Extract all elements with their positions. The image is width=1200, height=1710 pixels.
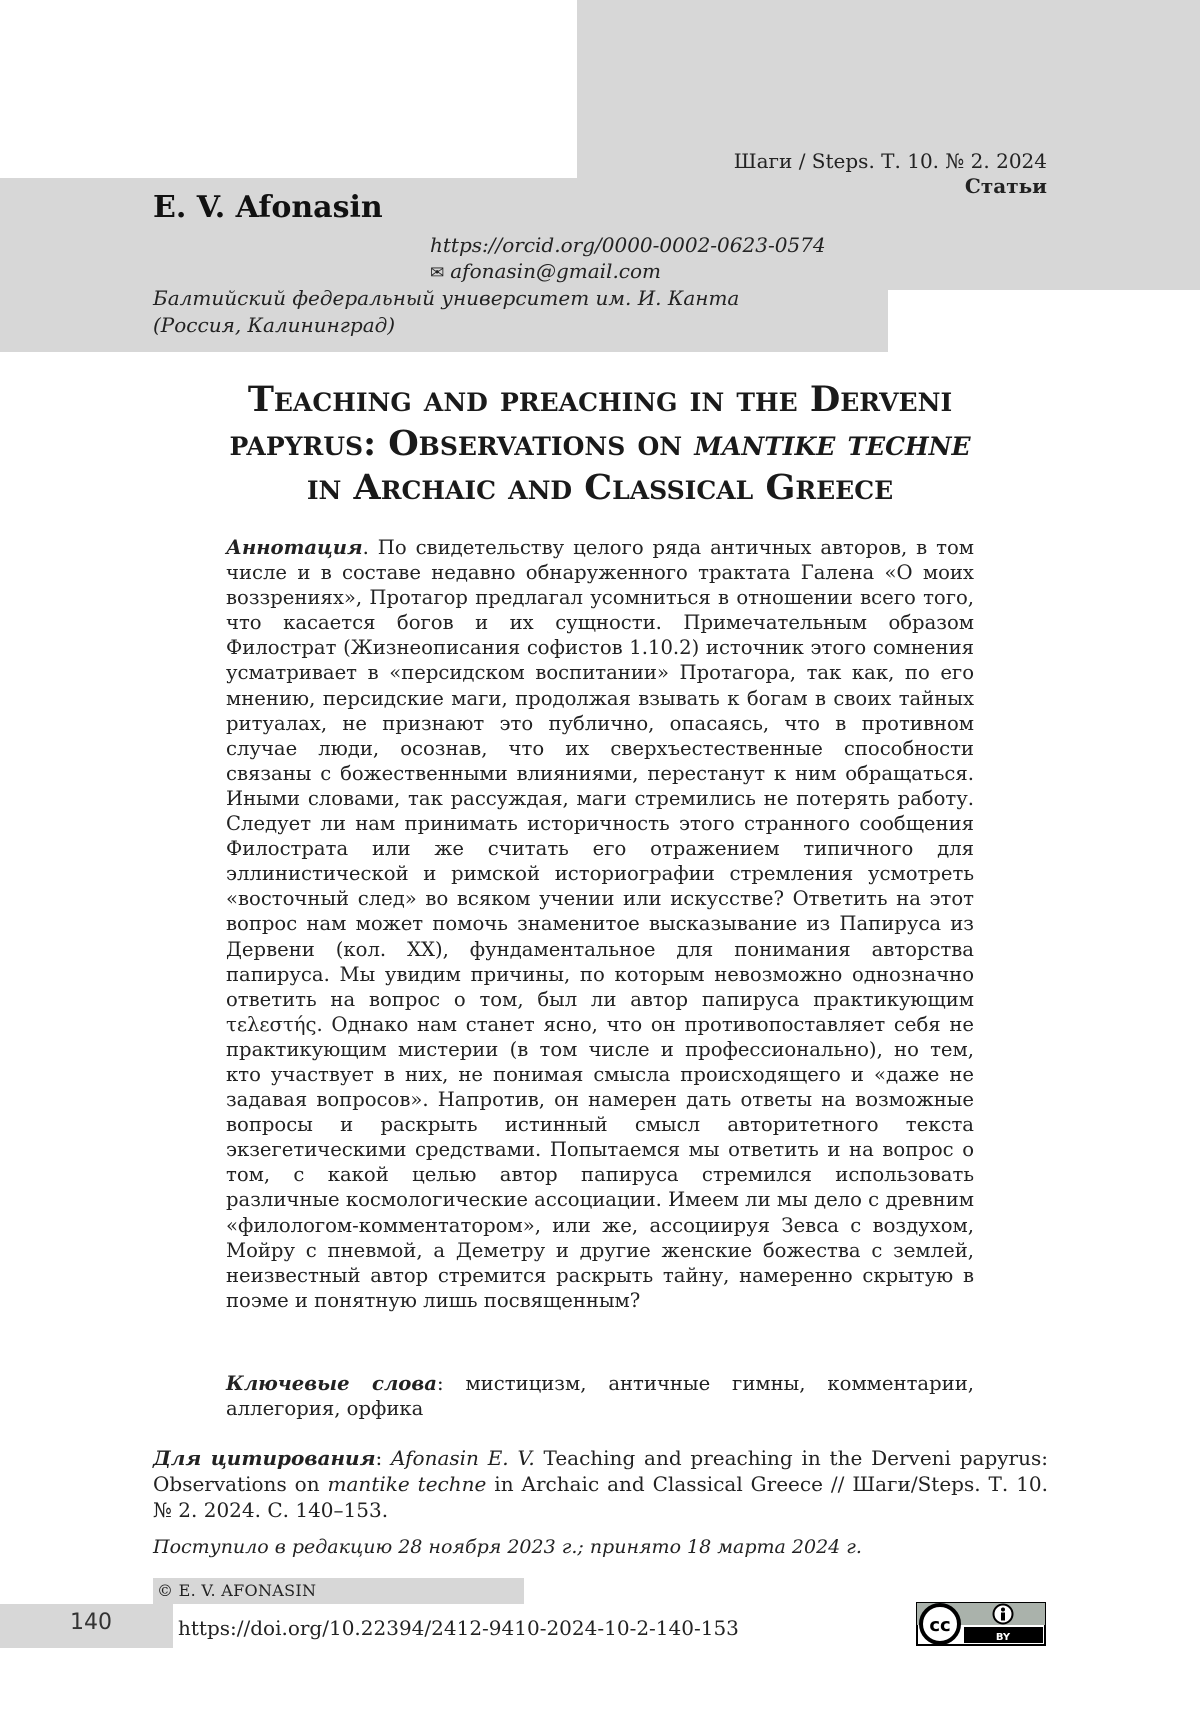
title-italic-term: mantike techne [694,423,971,464]
citation-block: Для цитирования: Afonasin E. V. Teaching and preaching in the Derveni papyrus: Observations on mantike techne in Archaic and Classical Greece // Шаги/Steps. Т. 10. № 2. 2024. С. 140–153. [153,1446,1049,1522]
abstract: Аннотация. По свидетельству целого ряда античных авторов, в том числе и в составе недавно обнаруженного трактата Галена «О моих воззрениях», Протагор предлагал усомниться в отношении всего того, что касается богов и их сущности. Примечательным образом Филострат (Жизнеописания софистов 1.10.2) источник этого сомнения усматривает в «персидском воспитании» Протагора, так как, по его мнению, персидские маги, продолжая взывать к богам в своих тайных ритуалах, не признают это публично, опасаясь, что в противном случае люди, осознав, что их сверхъестественные способности связаны с божественными влияниями, перестанут к ним обращаться. Иными словами, так рассуждая, маги стремились не потерять работу. Следует ли нам принимать историчность этого странного сообщения Филострата или же считать его отражением типичного для эллинистической и римской историографии стремления усмотреть «восточный след» во всяком учении или искусстве? Ответить на этот вопрос нам может помочь знаменитое высказывание из Папируса из Дервени (кол. XX), фундаментальное для понимания авторства папируса. Мы увидим причины, по которым невозможно однозначно ответить на вопрос о том, был ли автор папируса практикующим τελεστής. Однако нам станет ясно, что он противопоставляет себя не практикующим мистерии (в том числе и профессионально), но тем, кто участвует в них, не понимая смысла происходящего и «даже не задавая вопросов». Напротив, он намерен дать ответы на возможные вопросы и раскрыть истинный смысл авторитетного текста экзегетическими средствами. Попытаемся мы ответить и на вопрос о том, с какой целью автор папируса стремился использовать различные космологические ассоциации. Имеем ли мы дело с древним «филологом-комментатором», или же, ассоциируя Зевса с воздухом, Мойру с пневмой, а Деметру и другие женские божества с землей, неизвестный автор стремится раскрыть тайну, намеренно скрытую в поэме и понятную лишь посвященным? [226,536,974,1312]
keywords-label: Ключевые слова [226,1372,437,1395]
citation-label: Для цитирования [153,1446,376,1470]
cc-by-label: BY [995,1632,1011,1643]
journal-citation-header: Шаги / Steps. Т. 10. № 2. 2024 [733,149,1047,173]
author-name: E. V. Afonasin [153,190,383,225]
doi-link[interactable]: https://doi.org/10.22394/2412-9410-2024-10-2-140-153 [178,1616,739,1640]
citation-italic-term: mantike techne [327,1472,487,1496]
title-line-1: Teaching and preaching in the Derveni [247,379,953,420]
affiliation-line-2: (Россия, Калининград) [153,313,396,337]
received-dates: Поступило в редакцию 28 ноября 2023 г.; принято 18 марта 2024 г. [153,1536,862,1558]
author-email[interactable] [430,259,661,283]
section-label: Статьи [964,174,1047,198]
svg-text:cc: cc [929,1615,951,1636]
author-affiliation [153,285,739,339]
abstract-label: Аннотация [226,536,363,559]
orcid-link[interactable]: https://orcid.org/0000-0002-0623-0574 [430,233,826,257]
keywords: Ключевые слова: мистицизм, античные гимны, комментарии, аллегория, орфика [226,1372,974,1420]
email-address[interactable]: afonasin@gmail.com [450,259,662,283]
article-title [150,378,1050,510]
page-number: 140 [70,1610,112,1635]
cc-by-license-icon[interactable] [916,1602,1046,1646]
title-line-3: in Archaic and Classical Greece [306,467,894,508]
title-line-2: papyrus: Observations on mantike techne [229,423,971,464]
envelope-icon: ✉ [430,263,445,283]
affiliation-line-1: Балтийский федеральный университет им. И. Канта [153,286,740,310]
abstract-text: По свидетельству целого ряда античных авторов, в том числе и в составе недавно обнаруженного трактата Галена «О моих воззрениях», Протагор предлагал усомниться в отношении всего того, что касается богов и их сущности. Примечательным образом Филострат (Жизнеописания софистов 1.10.2) источник этого сомнения усматривает в «персидском воспитании» Протагора, так как, по его мнению, персидские маги, продолжая взывать к богам в своих тайных ритуалах, не признают это публично, опасаясь, что в противном случае люди, осознав, что их сверхъестественные способности связаны с божественными влияниями, перестанут к ним обращаться. Иными словами, так рассуждая, маги стремились не потерять работу. Следует ли нам принимать историчность этого странного сообщения Филострата или же считать его отражением типичного для эллинистической и римской историографии стремления усмотреть «восточный след» во всяком учении или искусстве? Ответить на этот вопрос нам может помочь знаменитое высказывание из Папируса из Дервени (кол. XX), фундаментальное для понимания авторства папируса. Мы увидим причины, по которым невозможно однозначно ответить на вопрос о том, был ли автор папируса практикующим τελεστής. Однако нам станет ясно, что он противопоставляет себя не практикующим мистерии (в том числе и профессионально), но тем, кто участвует в них, не понимая смысла происходящего и «даже не задавая вопросов». Напротив, он намерен дать ответы на возможные вопросы и раскрыть истинный смысл авторитетного текста экзегетическими средствами. Попытаемся мы ответить и на вопрос о том, с какой целью автор папируса стремился использовать различные космологические ассоциации. Имеем ли мы дело с древним «филологом-комментатором», или же, ассоциируя Зевса с воздухом, Мойру с пневмой, а Деметру и другие женские божества с землей, неизвестный автор стремится раскрыть тайну, намеренно скрытую в поэме и понятную лишь посвященным? [226,536,974,1312]
keywords-text: мистицизм, античные гимны, комментарии, аллегория, орфика [226,1372,974,1420]
copyright: © E. V. AFONASIN [157,1581,317,1600]
citation-author: Afonasin E. V. [391,1446,535,1470]
